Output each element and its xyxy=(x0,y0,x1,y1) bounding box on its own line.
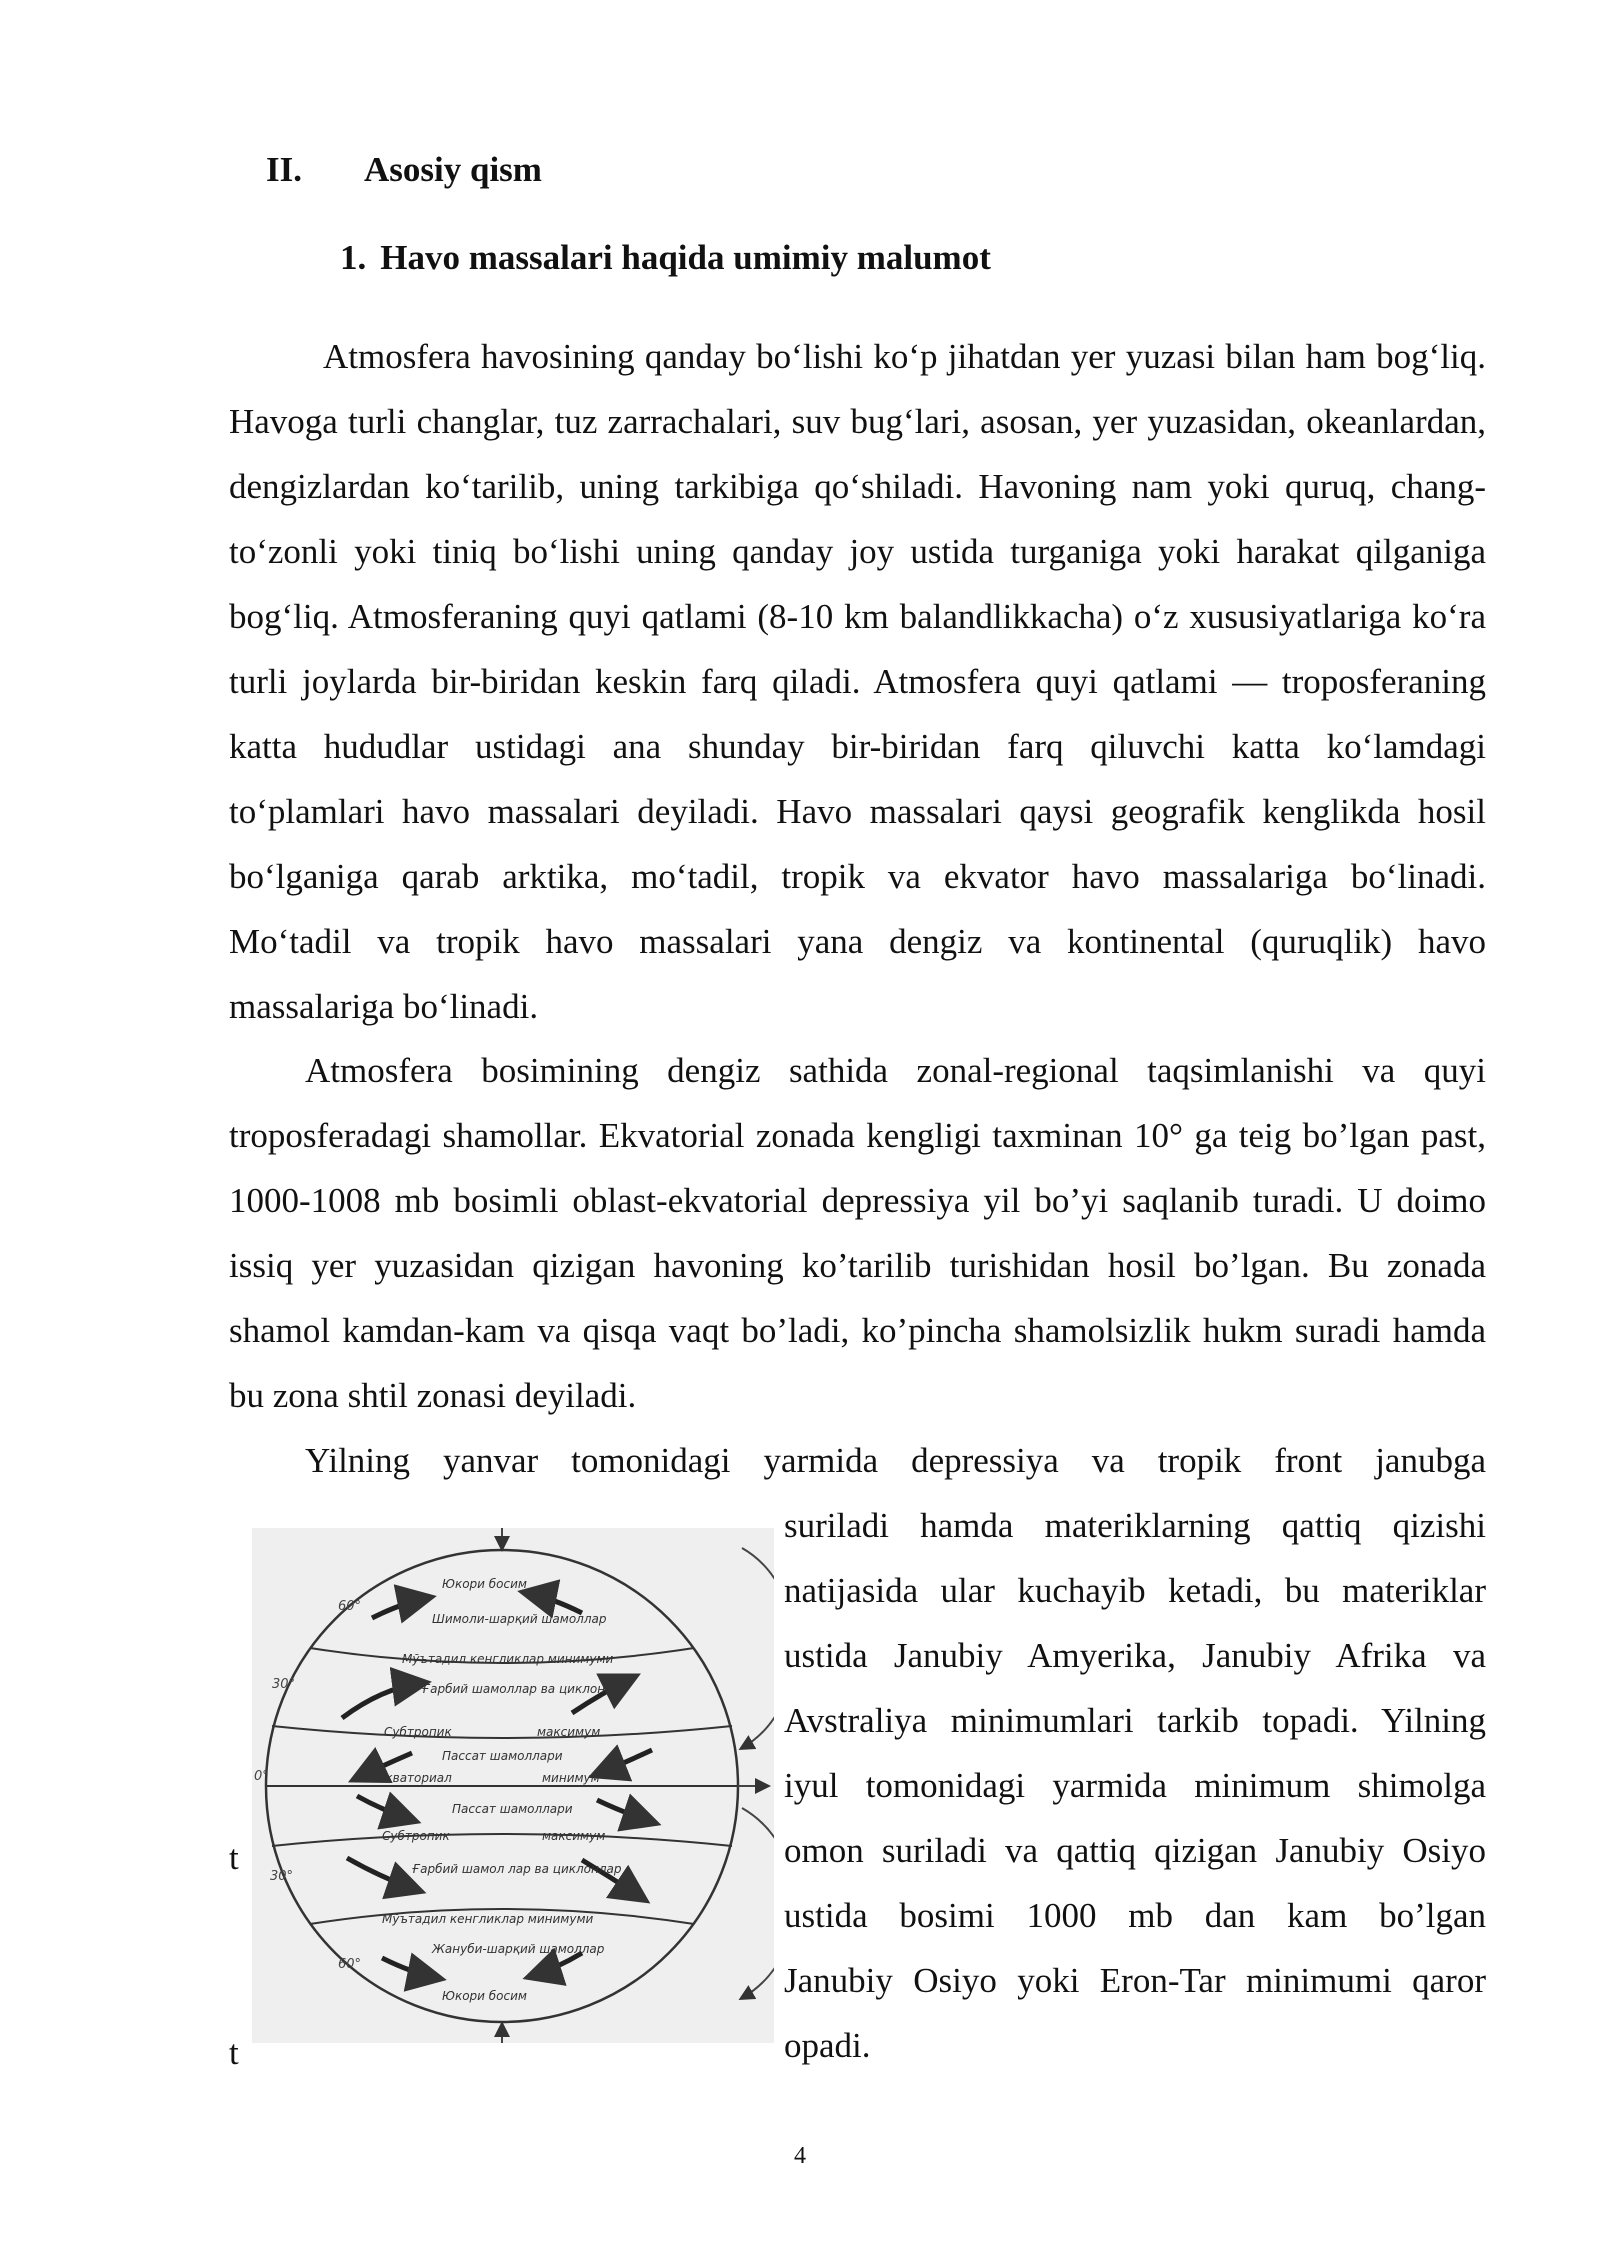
latitude-line-30s xyxy=(272,1834,732,1846)
label-maximum-s: максимум xyxy=(542,1829,606,1843)
latitude-line-30n xyxy=(272,1726,732,1738)
label-trade-winds-s: Пассат шамоллари xyxy=(452,1802,573,1816)
lat-label: 60° xyxy=(338,1957,362,1972)
wind-arrow xyxy=(357,1796,412,1820)
label-subtropic-s: Субтропик xyxy=(382,1829,450,1843)
outer-circulation-arrow xyxy=(742,1808,774,1998)
paragraph-3-first-text: Yilning yanvar tomonidagi yarmida depressiya va tropik front janubga xyxy=(305,1441,1486,1480)
wrap-line: suriladi hamda materiklarning qattiq qizishi xyxy=(784,1506,1486,1545)
wrap-line: opadi. xyxy=(784,2026,871,2065)
section-heading xyxy=(266,150,542,190)
wind-arrow xyxy=(347,1858,417,1890)
wind-arrow xyxy=(372,1598,427,1618)
circulation-diagram xyxy=(252,1528,774,2043)
label-trade-winds-n: Пассат шамоллари xyxy=(442,1749,563,1763)
paragraph-1-text: Atmosfera havosining qanday bo‘lishi ko‘p jihatdan yer yuzasi bilan ham bog‘liq. Havoga turli changlar, tuz zarrachalari, suv bug‘lari, asosan, yer yuzasidan, okeanlardan, dengizlardan ko‘tarilib, uning tarkibiga qo‘shiladi. Havoning nam yoki quruq, chang-to‘zonli yoki tiniq bo‘lishi uning qanday joy ustida turganiga yoki harakat qilganiga bog‘liq. Atmosferaning quyi qatlami (8-10 km balandlikkacha) o‘z xususiyatlariga ko‘ra turli joylarda bir-biridan keskin farq qiladi. Atmosfera quyi qatlami — troposferaning katta hududlar ustidagi ana shunday bir-biridan farq qiluvchi katta ko‘lamdagi to‘plamlari havo massalari deyiladi. Havo massalari qaysi geografik kenglikda hosil bo‘lganiga qarab arktika, mo‘tadil, tropik va ekvator havo massalariga bo‘linadi. Mo‘tadil va tropik havo massalari yana dengiz va kontinental (quruqlik) havo massalariga bo‘linadi. xyxy=(229,337,1486,1026)
label-high-bottom: Юкори босим xyxy=(442,1989,527,2003)
label-minimum: минимум xyxy=(542,1771,600,1785)
label-subtropic-n: Субтропик xyxy=(384,1725,452,1739)
paragraph-3-first-line xyxy=(229,1428,1486,1493)
lat-label: 30° xyxy=(270,1869,294,1884)
paragraph-2 xyxy=(229,1038,1486,1428)
wrap-line: Avstraliya minimumlari tarkib topadi. Yilning xyxy=(784,1701,1486,1740)
label-south-east-winds: Жануби-шарқий шамоллар xyxy=(432,1942,605,1956)
wrap-line: omon suriladi va qattiq qizigan Janubiy Osiyo xyxy=(784,1831,1486,1870)
paragraph-1 xyxy=(229,324,1486,1039)
lat-label: 30° xyxy=(272,1677,296,1692)
lat-label: 0° xyxy=(254,1769,269,1784)
label-temperate-minimum-n: Мўътадил кенгликлар минимуми xyxy=(402,1652,614,1666)
wind-arrow xyxy=(527,1593,582,1613)
subsection-title: Havo massalari haqida umimiy malumot xyxy=(380,238,991,277)
wind-arrow xyxy=(597,1750,652,1774)
atmospheric-circulation-figure xyxy=(252,1528,774,2043)
subsection-heading xyxy=(340,238,991,278)
section-title: Asosiy qism xyxy=(364,150,542,189)
stray-letter: t xyxy=(229,2033,239,2072)
wrap-line: Janubiy Osiyo yoki Eron-Tar minimumi qaror xyxy=(784,1961,1486,2000)
section-number: II. xyxy=(266,150,302,189)
label-westerly-cyclones-n: Ғарбий шамоллар ва циклонлар xyxy=(422,1682,628,1696)
wind-arrow xyxy=(597,1800,652,1822)
label-maximum-n: максимум xyxy=(537,1725,601,1739)
label-temperate-minimum-s: Мўътадил кенгликлар минимуми xyxy=(382,1912,594,1926)
label-high-top: Юкори босим xyxy=(442,1577,527,1591)
wrap-line: ustida Janubiy Amyerika, Janubiy Afrika va xyxy=(784,1636,1486,1675)
wrap-line: natijasida ular kuchayib ketadi, bu materiklar xyxy=(784,1571,1486,1610)
label-westerly-cyclones-s: Ғарбий шамол лар ва циклонлар xyxy=(412,1862,622,1876)
subsection-number: 1. xyxy=(340,238,367,277)
paragraph-2-text: Atmosfera bosimining dengiz sathida zonal-regional taqsimlanishi va quyi troposferadagi shamollar. Ekvatorial zonada kengligi taxminan 10° ga teig bo’lgan past, 1000-1008 mb bosimli oblast-ekvatorial depressiya yil bo’yi saqlanib turadi. U doimo issiq yer yuzasidan qizigan havoning ko’tarilib turishidan hosil bo’lgan. Bu zonada shamol kamdan-kam va qisqa vaqt bo’ladi, ko’pincha shamolsizlik hukm suradi hamda bu zona shtil zonasi deyiladi. xyxy=(229,1051,1486,1415)
outer-circulation-arrow xyxy=(742,1548,774,1748)
label-north-east-winds: Шимоли-шарқий шамоллар xyxy=(432,1612,607,1626)
wrap-line: iyul tomonidagi yarmida minimum shimolga xyxy=(784,1766,1486,1805)
stray-letter: t xyxy=(229,1838,239,1877)
paragraph-3-wrapped xyxy=(784,1493,1486,2078)
wind-arrow xyxy=(382,1958,437,1978)
wind-arrow xyxy=(532,1953,582,1976)
wrap-line: ustida bosimi 1000 mb dan kam bo’lgan xyxy=(784,1896,1486,1935)
wind-arrow xyxy=(342,1683,422,1718)
label-equatorial: Экваториал xyxy=(377,1771,452,1785)
lat-label: 60° xyxy=(338,1599,362,1614)
page-number: 4 xyxy=(794,2143,806,2169)
